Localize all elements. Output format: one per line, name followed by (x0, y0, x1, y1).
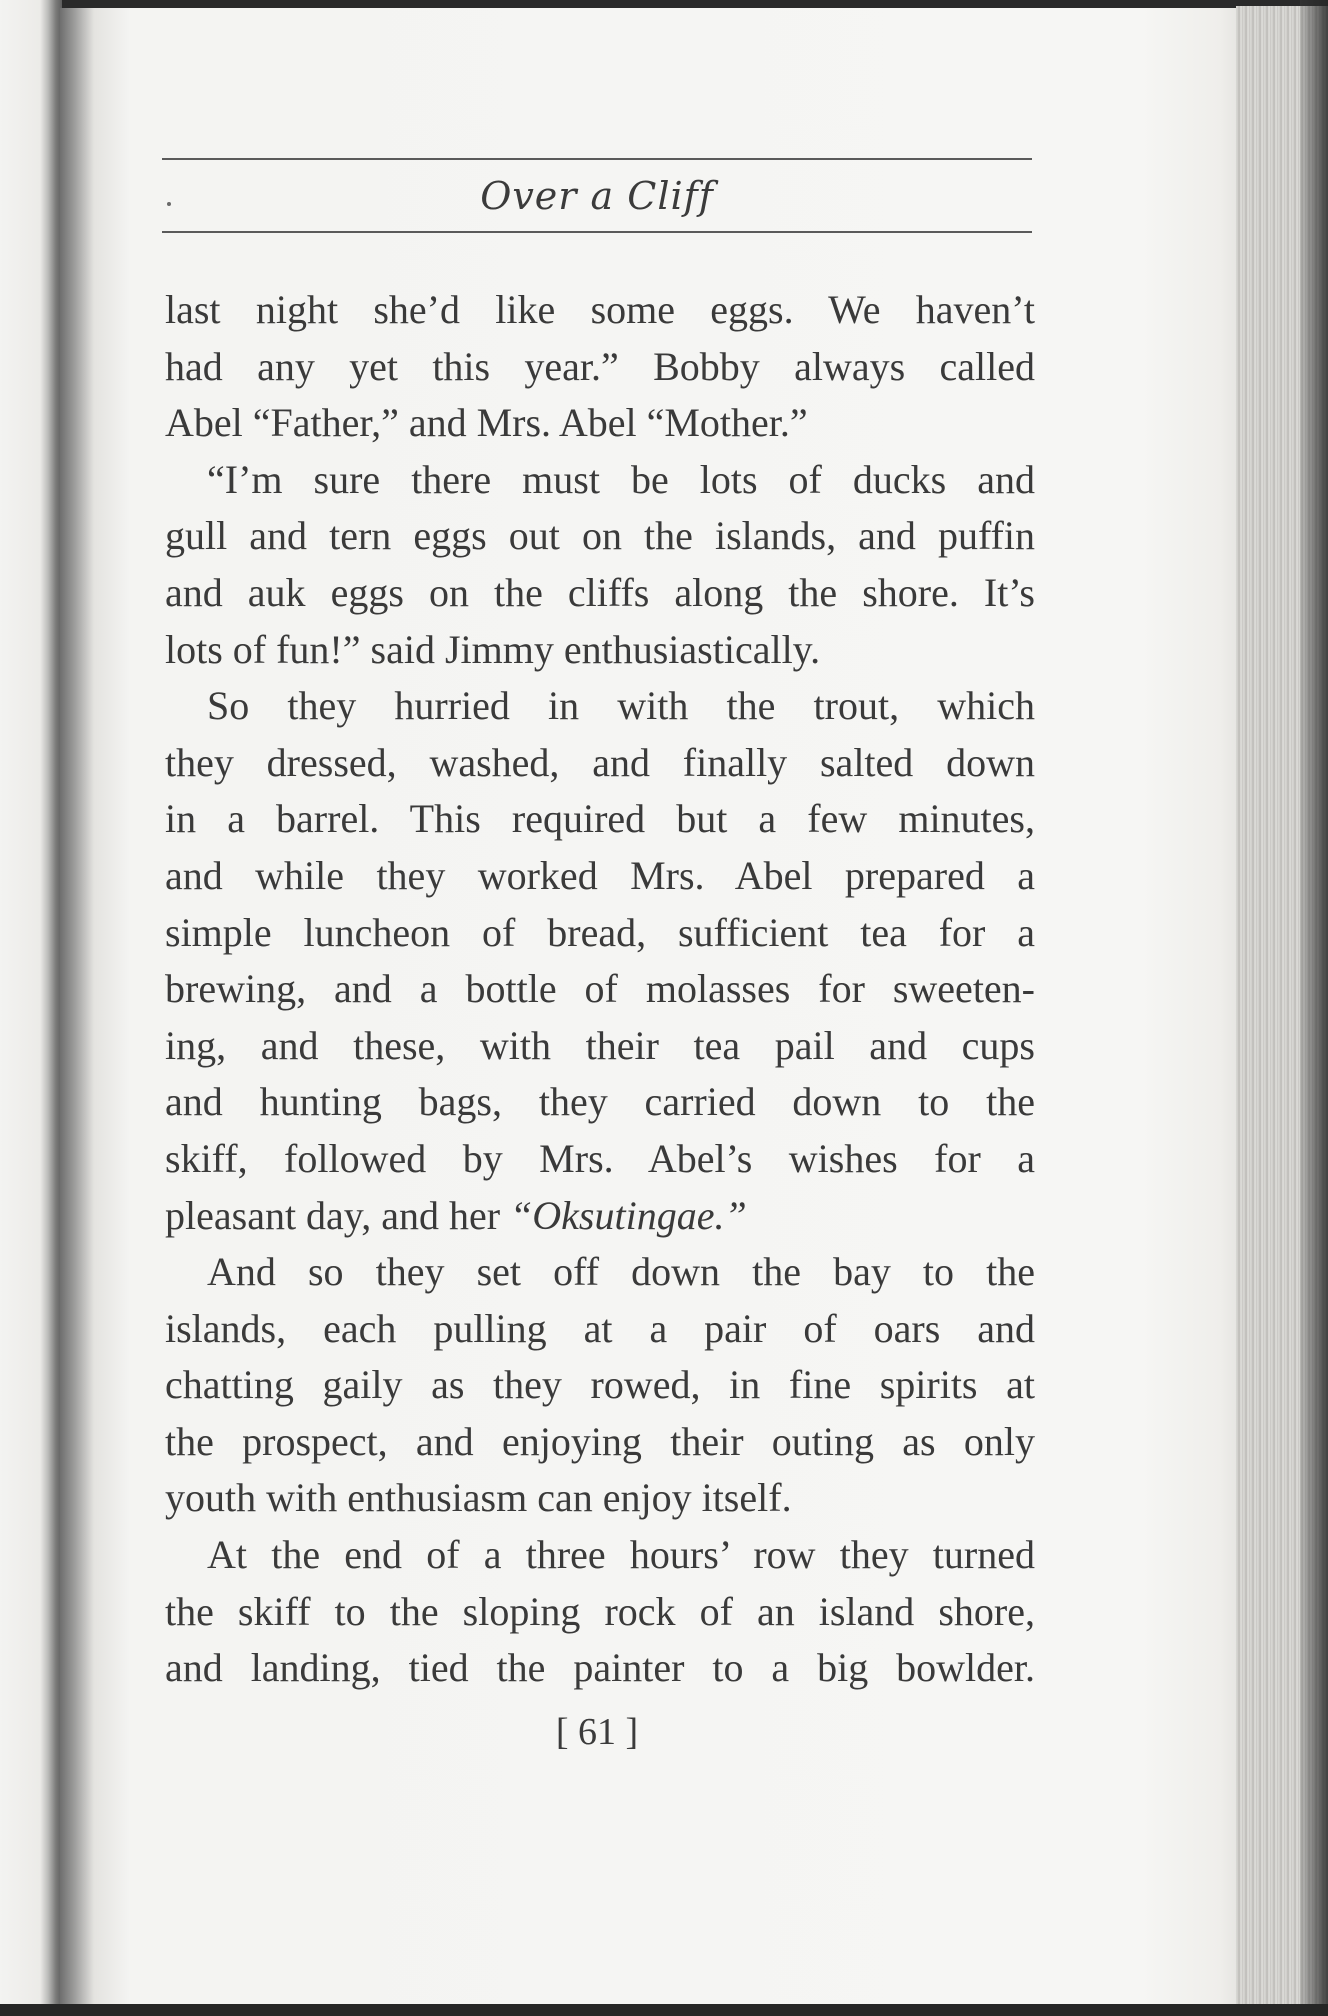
text-line: youth with enthusiasm can enjoy itself. (165, 1475, 792, 1521)
text-line: chatting gaily as they rowed, in fine spirits at (165, 1362, 1035, 1408)
text-line: and while they worked Mrs. Abel prepared a (165, 852, 1035, 898)
text-line: and landing, tied the painter to a big bowlder. (165, 1645, 1035, 1691)
text-line: and hunting bags, they carried down to the (165, 1079, 1035, 1125)
text-line: brewing, and a bottle of molasses for sweeten- (165, 966, 1035, 1012)
page-stack-shadow (1300, 0, 1328, 2016)
text-line: ing, and these, with their tea pail and cups (165, 1022, 1035, 1068)
header-rule-bottom (162, 231, 1032, 233)
text-line: the skiff to the sloping rock of an island shore, (165, 1588, 1035, 1634)
text-line: Abel “Father,” and Mrs. Abel “Mother.” (165, 400, 808, 446)
text-segment: pleasant day, and her (165, 1192, 511, 1238)
running-head: Over a Cliff (480, 174, 714, 218)
text-line: in a barrel. This required but a few minutes, (165, 796, 1035, 842)
scan-bottom-border (0, 2004, 1328, 2016)
text-line: and auk eggs on the cliffs along the shore. It’s (165, 569, 1035, 615)
text-line: they dressed, washed, and finally salted down (165, 739, 1035, 785)
text-line: “I’m sure there must be lots of ducks and (207, 456, 1035, 502)
text-line: simple luncheon of bread, sufficient tea for a (165, 909, 1035, 955)
text-line: last night she’d like some eggs. We haven’t (165, 287, 1035, 332)
text-line-with-italic (165, 1188, 1035, 1245)
header-rule-top (162, 158, 1032, 160)
text-line: At the end of a three hours’ row they turned (207, 1532, 1035, 1578)
text-line: So they hurried in with the trout, which (207, 683, 1035, 729)
left-page-edge (0, 0, 62, 2016)
text-line: had any yet this year.” Bobby always called (165, 343, 1035, 389)
italic-word: “Oksutingae.” (510, 1192, 747, 1238)
text-line: And so they set off down the bay to the (207, 1249, 1035, 1295)
text-line: skiff, followed by Mrs. Abel’s wishes for a (165, 1135, 1035, 1181)
text-line: islands, each pulling at a pair of oars and (165, 1305, 1035, 1351)
text-line: lots of fun!” said Jimmy enthusiastically. (165, 626, 821, 672)
text-line: gull and tern eggs out on the islands, and puffin (165, 513, 1035, 559)
body-text (165, 282, 1035, 1697)
text-line: the prospect, and enjoying their outing as only (165, 1418, 1035, 1464)
page-number: [ 61 ] (555, 1711, 639, 1753)
